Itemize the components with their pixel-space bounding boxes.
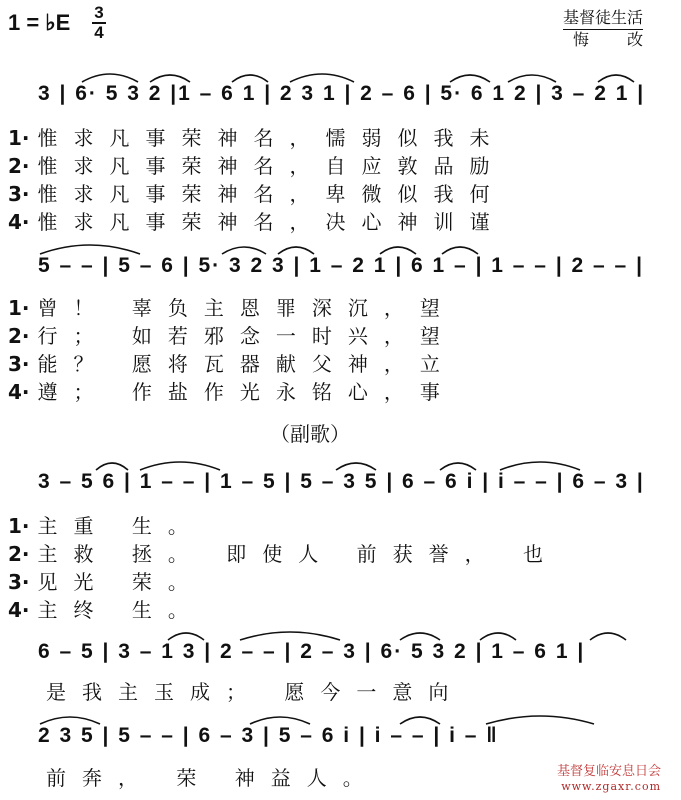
slur-arc xyxy=(96,463,128,470)
time-signature xyxy=(92,4,106,42)
lyric-line xyxy=(8,150,506,179)
lyric-text: 是我主玉成； 愿今一意向 xyxy=(46,680,465,704)
slur-arc xyxy=(240,632,340,640)
lyric-line xyxy=(8,566,204,595)
watermark-text: 基督复临安息日会 xyxy=(556,764,661,779)
verse-number: 2· xyxy=(8,324,30,348)
lyric-text: 主终 生。 xyxy=(37,598,204,622)
slur-arc xyxy=(40,717,100,724)
verse-number: 1· xyxy=(8,126,30,150)
lyric-text: 惟求凡事荣神名，决心神训谨 xyxy=(37,210,506,234)
lyric-line xyxy=(38,676,464,705)
lyric-text: 行； 如若邪念一时兴，望 xyxy=(37,324,456,348)
slur-arc xyxy=(336,463,376,470)
slur-arc xyxy=(442,247,478,254)
lyric-line xyxy=(8,178,506,207)
slur-arc xyxy=(380,247,416,254)
lyric-text: 惟求凡事荣神名，懦弱似我未 xyxy=(37,126,506,150)
lyric-text: 惟求凡事荣神名，自应敦品励 xyxy=(37,154,506,178)
verse-number: 3· xyxy=(8,352,30,376)
lyric-line xyxy=(8,510,204,539)
watermark-url: www.zgaxr.com xyxy=(561,780,661,793)
verse-number: 4· xyxy=(8,380,30,404)
lyric-line xyxy=(8,376,456,405)
slur-arc xyxy=(232,75,268,82)
lyric-line xyxy=(8,320,456,349)
lyric-line xyxy=(8,122,506,151)
chorus-label: （副歌） xyxy=(270,422,350,446)
verse-number: 3· xyxy=(8,570,30,594)
meter-top: 3 xyxy=(94,3,104,22)
slur-arc xyxy=(440,463,476,470)
verse-number: 3· xyxy=(8,182,30,206)
slur-arc xyxy=(222,247,266,254)
slur-arc xyxy=(278,247,314,254)
verse-number: 2· xyxy=(8,542,30,566)
watermark xyxy=(557,764,661,794)
slur-arc xyxy=(150,75,190,82)
source-subtitle: 悔改 xyxy=(572,30,681,49)
lyric-line xyxy=(8,594,204,623)
notation-line-5: 2 3 5 | 5 – – | 6 – 3 | 5 – 6 i | i – – | i – ‖ xyxy=(38,724,499,747)
lyric-line xyxy=(8,348,456,377)
key-signature: 1 = ♭E xyxy=(8,10,71,35)
verse-number: 2· xyxy=(8,154,30,178)
source-category: 基督徒生活 xyxy=(563,8,643,30)
slur-arc xyxy=(480,633,516,640)
slur-arc xyxy=(450,75,490,82)
slur-arc xyxy=(590,633,626,640)
slur-arc xyxy=(400,633,440,640)
lyric-line xyxy=(8,292,456,321)
meter-bottom: 4 xyxy=(94,23,104,42)
lyric-text: 惟求凡事荣神名，卑微似我何 xyxy=(37,182,506,206)
notation-line-3: 3 – 5 6 | 1 – – | 1 – 5 | 5 – 3 5 | 6 – 6 i | i – – | 6 – 3 | xyxy=(38,470,645,493)
slur-arc xyxy=(250,717,310,724)
slur-arc xyxy=(486,716,594,724)
slur-arc xyxy=(40,245,140,254)
slur-arc xyxy=(598,75,634,82)
lyric-line xyxy=(38,762,379,791)
slur-arc xyxy=(168,633,204,640)
verse-number: 1· xyxy=(8,514,30,538)
lyric-text: 遵； 作盐作光永铭心，事 xyxy=(37,380,456,404)
slur-arc xyxy=(140,462,220,470)
slur-arc xyxy=(290,74,354,82)
notation-line-2: 5 – – | 5 – 6 | 5· 3 2 3 | 1 – 2 1 | 6 1 – | 1 – – | 2 – – | xyxy=(38,254,644,277)
notation-line-1: 3 | 6· 5 3 2 |1 – 6 1 | 2 3 1 | 2 – 6 | 5· 6 1 2 | 3 – 2 1 | xyxy=(38,82,646,105)
lyric-text: 见光 荣。 xyxy=(37,570,204,594)
notation-line-4: 6 – 5 | 3 – 1 3 | 2 – – | 2 – 3 | 6· 5 3 2 | 1 – 6 1 | xyxy=(38,640,586,663)
slur-arc xyxy=(508,75,556,82)
verse-number: 4· xyxy=(8,598,30,622)
lyric-text: 曾！ 辜负主恩罪深沉，望 xyxy=(37,296,456,320)
lyric-text: 主重 生。 xyxy=(37,514,204,538)
verse-number: 1· xyxy=(8,296,30,320)
lyric-text: 前奔， 荣 神益人。 xyxy=(46,766,379,790)
lyric-text: 主救 拯。 即使人 前获誉， 也 xyxy=(37,542,559,566)
lyric-line xyxy=(8,206,506,235)
slur-arc xyxy=(500,462,580,470)
slur-arc xyxy=(82,74,138,82)
lyric-text: 能？ 愿将瓦器献父神，立 xyxy=(37,352,456,376)
verse-number: 4· xyxy=(8,210,30,234)
source-attribution xyxy=(562,8,681,50)
lyric-line xyxy=(8,538,559,567)
slur-arc xyxy=(400,717,440,724)
